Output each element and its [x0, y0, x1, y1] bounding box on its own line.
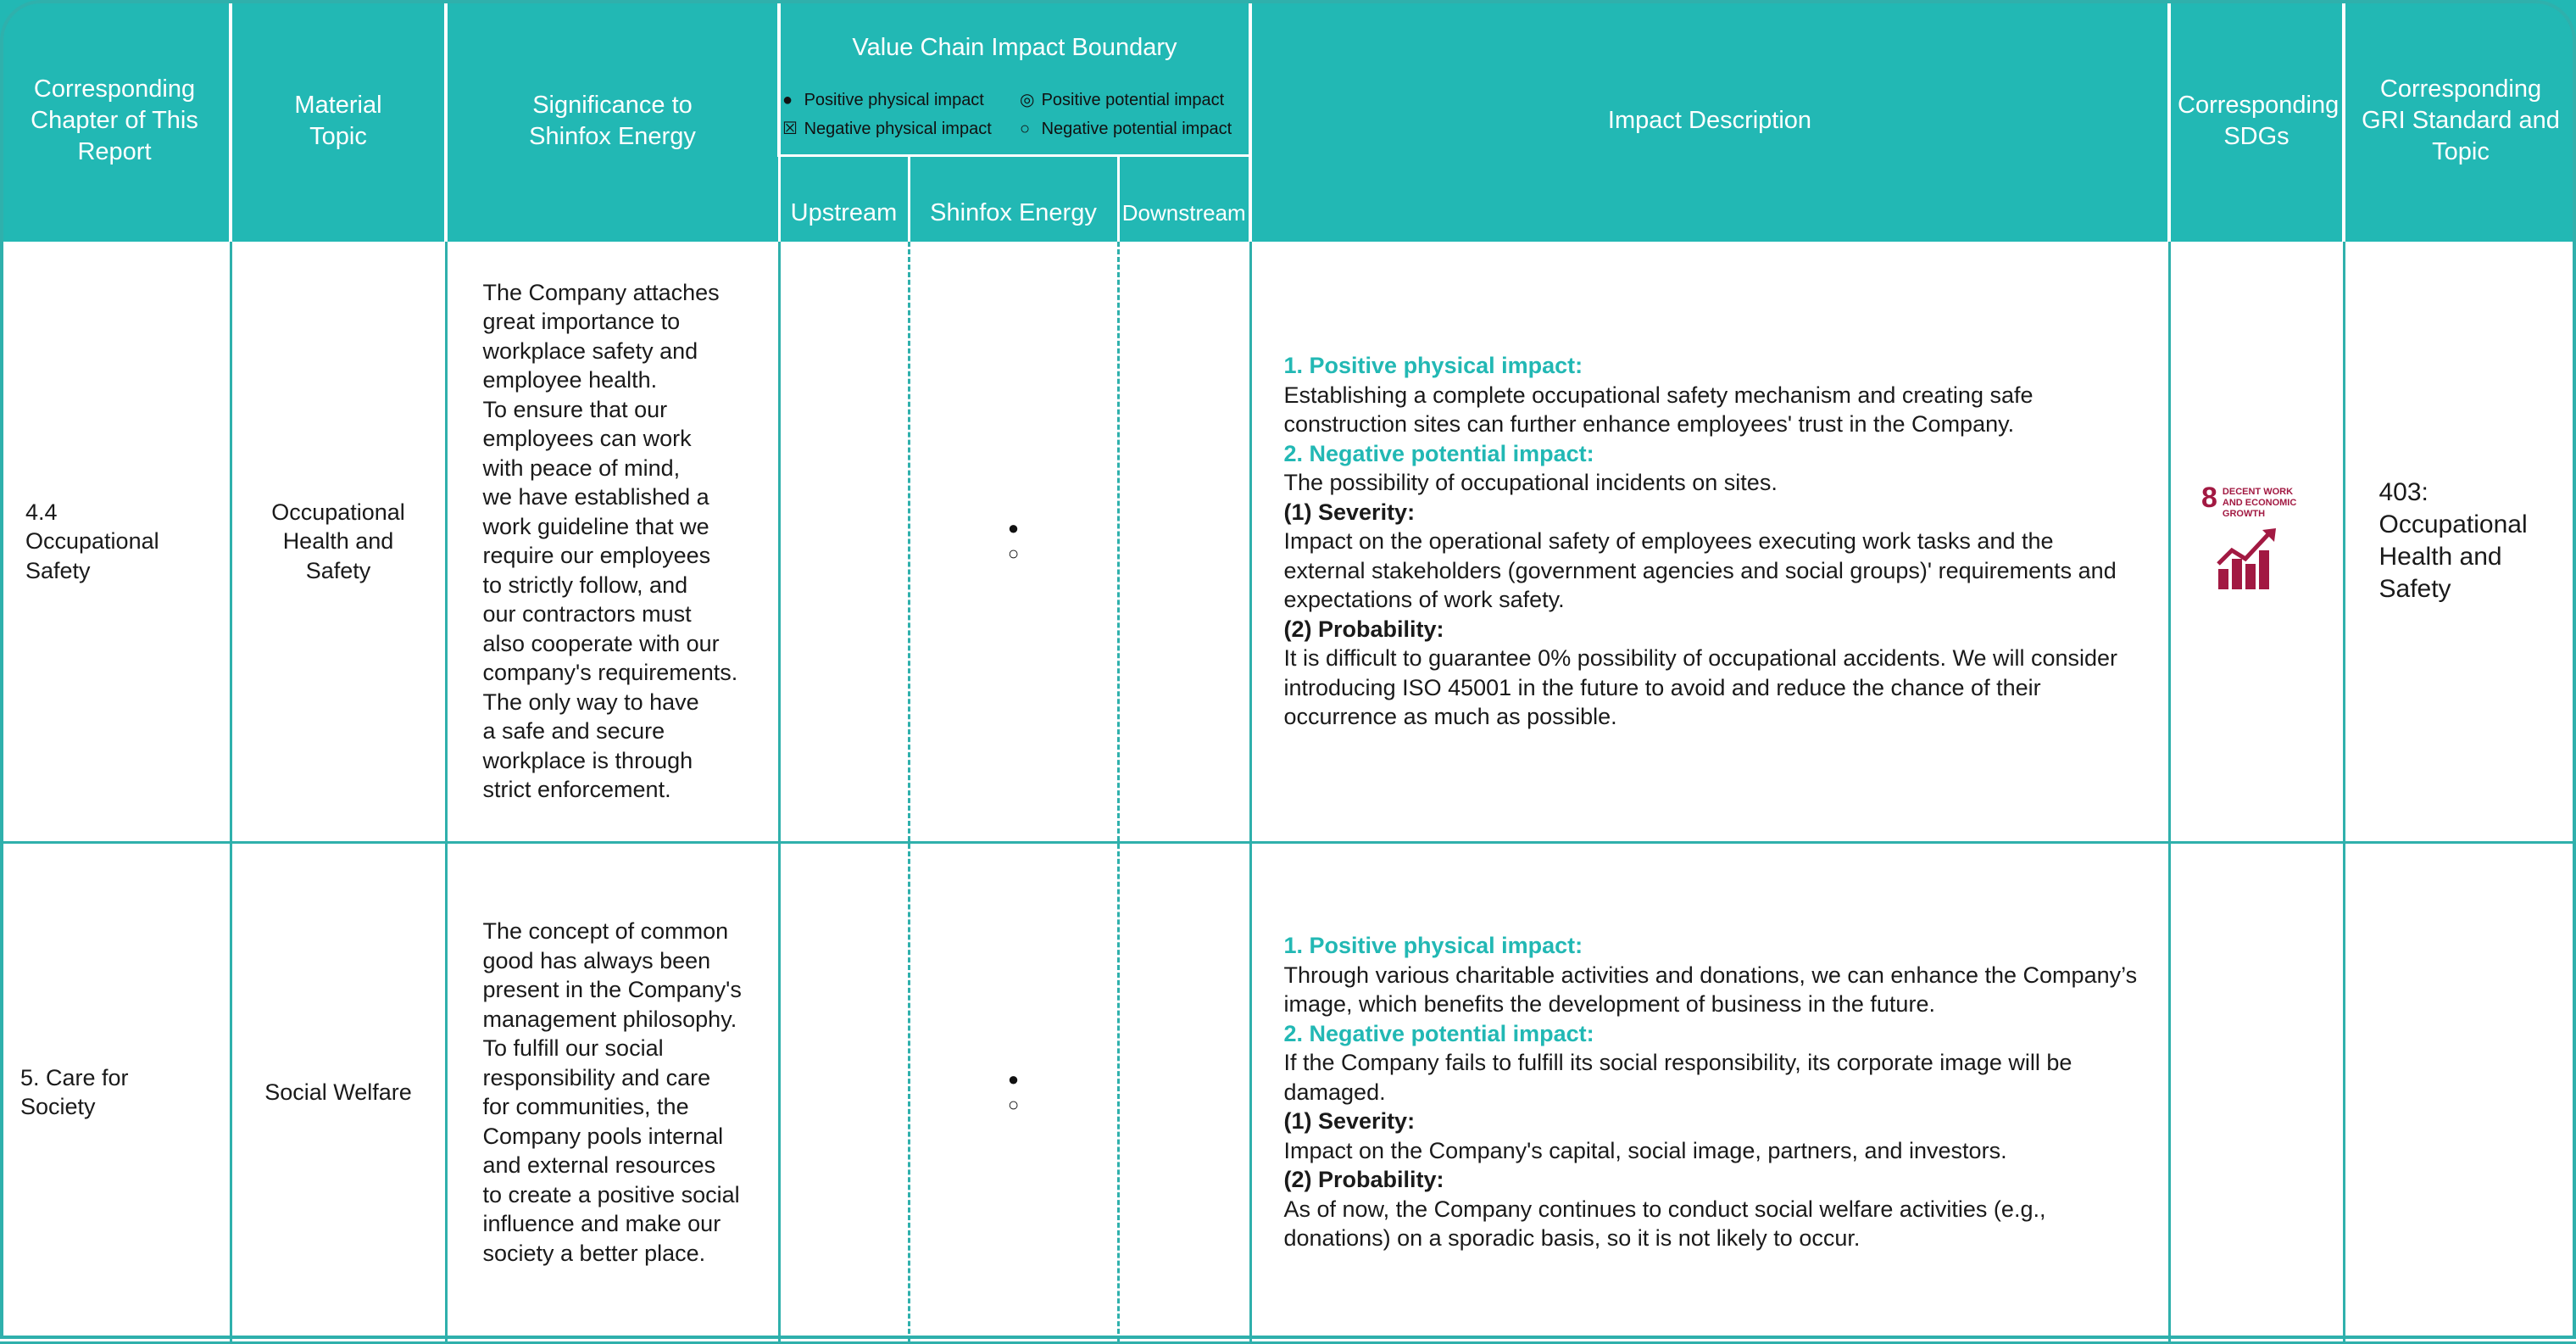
probability-text: It is difficult to guarantee 0% possibility of occupational accidents. We will consider introducing ISO 45001 in the future to avoid and reduce the chance of their occurrence as much as possible. — [1283, 645, 2118, 729]
header-significance: Significance to Shinfox Energy — [446, 0, 779, 242]
downstream-cell — [1118, 842, 1250, 1342]
upstream-cell — [779, 242, 909, 842]
legend-positive-potential: ◎ Positive potential impact — [1020, 91, 1225, 109]
positive-impact-text: Establishing a complete occupational safety mechanism and creating safe construction sites can further enhance employees' trust in the Company. — [1283, 382, 2034, 437]
positive-physical-mark: ● — [1007, 517, 1020, 539]
negative-impact-heading: 2. Negative potential impact: — [1283, 440, 1594, 466]
upstream-cell — [779, 842, 909, 1342]
header-sdgs: Corresponding SDGs — [2169, 0, 2344, 242]
negative-impact-heading: 2. Negative potential impact: — [1283, 1020, 1594, 1046]
material-topic-cell — [231, 242, 446, 842]
legend-positive-physical: ● Positive physical impact — [782, 91, 984, 109]
shinfox-energy-cell — [909, 242, 1118, 842]
sdg-number: 8 — [2201, 481, 2217, 514]
severity-heading: (1) Severity: — [1283, 499, 1416, 525]
header-chapter: Corresponding Chapter of This Report — [0, 0, 231, 242]
table-row — [0, 242, 2576, 842]
chapter-cell — [0, 842, 231, 1342]
negative-impact-text: The possibility of occupational incidents on sites. — [1283, 470, 1778, 495]
probability-heading: (2) Probability: — [1283, 1167, 1444, 1193]
impact-description-cell — [1250, 842, 2169, 1342]
material-topic-text: Social Welfare — [264, 1079, 412, 1105]
severity-heading: (1) Severity: — [1283, 1108, 1416, 1135]
chapter-cell — [0, 242, 231, 842]
chapter-text: 4.4 Occupational Safety — [25, 499, 159, 583]
chapter-text: 5. Care for Society — [20, 1064, 129, 1119]
severity-text: Impact on the operational safety of employees executing work tasks and the external stakeholders (government agencies and social groups)' requirements and expectations of work safety. — [1283, 528, 2117, 612]
sdg-cell — [2169, 842, 2344, 1342]
legend-negative-physical: ☒ Negative physical impact — [782, 120, 992, 138]
legend-negative-potential: ○ Negative potential impact — [1020, 120, 1232, 138]
significance-text: The concept of common good has always been present in the Company's management philosophy. To fulfill our social responsibility and care for communities, the Company pools internal and external resources to create a positive social influence and make our society a better place. — [482, 918, 742, 1266]
significance-cell — [446, 842, 779, 1342]
shinfox-energy-cell — [909, 842, 1118, 1342]
sdg-cell — [2169, 242, 2344, 842]
material-topic-text: Occupational Health and Safety — [271, 499, 405, 583]
header-shinfox-energy: Shinfox Energy — [909, 157, 1118, 242]
probability-heading: (2) Probability: — [1283, 616, 1444, 642]
header-downstream: Downstream — [1118, 157, 1250, 242]
negative-potential-mark: ○ — [1007, 543, 1020, 565]
gri-text: 403: Occupational Health and Safety — [2378, 478, 2528, 604]
material-topic-cell — [231, 842, 446, 1342]
header-upstream: Upstream — [779, 157, 909, 242]
severity-text: Impact on the Company's capital, social image, partners, and investors. — [1283, 1137, 2007, 1163]
downstream-cell — [1118, 242, 1250, 842]
header-impact-description: Impact Description — [1250, 0, 2169, 242]
positive-physical-mark: ● — [1007, 1068, 1020, 1090]
gri-cell — [2344, 842, 2576, 1342]
header-material-topic: Material Topic — [231, 0, 446, 242]
value-chain-title: Value Chain Impact Boundary — [852, 34, 1177, 61]
significance-cell — [446, 242, 779, 842]
negative-impact-text: If the Company fails to fulfill its social responsibility, its corporate image will be damaged. — [1283, 1050, 2072, 1105]
negative-potential-mark: ○ — [1007, 1094, 1020, 1115]
positive-impact-heading: 1. Positive physical impact: — [1283, 933, 1583, 959]
probability-text: As of now, the Company continues to conduct social welfare activities (e.g., donations) on a sporadic basis, so it is not likely to occur. — [1283, 1196, 2046, 1252]
sdg-8-icon — [2201, 483, 2312, 594]
table-row — [0, 842, 2576, 1342]
sdg-title: DECENT WORK AND ECONOMIC GROWTH — [2222, 486, 2297, 519]
impact-description-cell — [1250, 242, 2169, 842]
header-gri: Corresponding GRI Standard and Topic — [2344, 0, 2576, 242]
header-value-chain — [779, 0, 1250, 157]
gri-cell — [2344, 242, 2576, 842]
impact-legend — [781, 89, 1249, 140]
positive-impact-heading: 1. Positive physical impact: — [1283, 353, 1583, 378]
growth-chart-icon — [2215, 525, 2283, 593]
significance-text: The Company attaches great importance to workplace safety and employee health. To ensure that our employees can work with peace of mind, we have established a work guideline that we require our employees to strictly follow, and our contractors must also cooperate with our company's requirements. The only way to have a safe and secure workplace is through strict enforcement. — [482, 279, 738, 803]
positive-impact-text: Through various charitable activities and donations, we can enhance the Company’s image, which benefits the development of business in the future. — [1283, 962, 2138, 1018]
